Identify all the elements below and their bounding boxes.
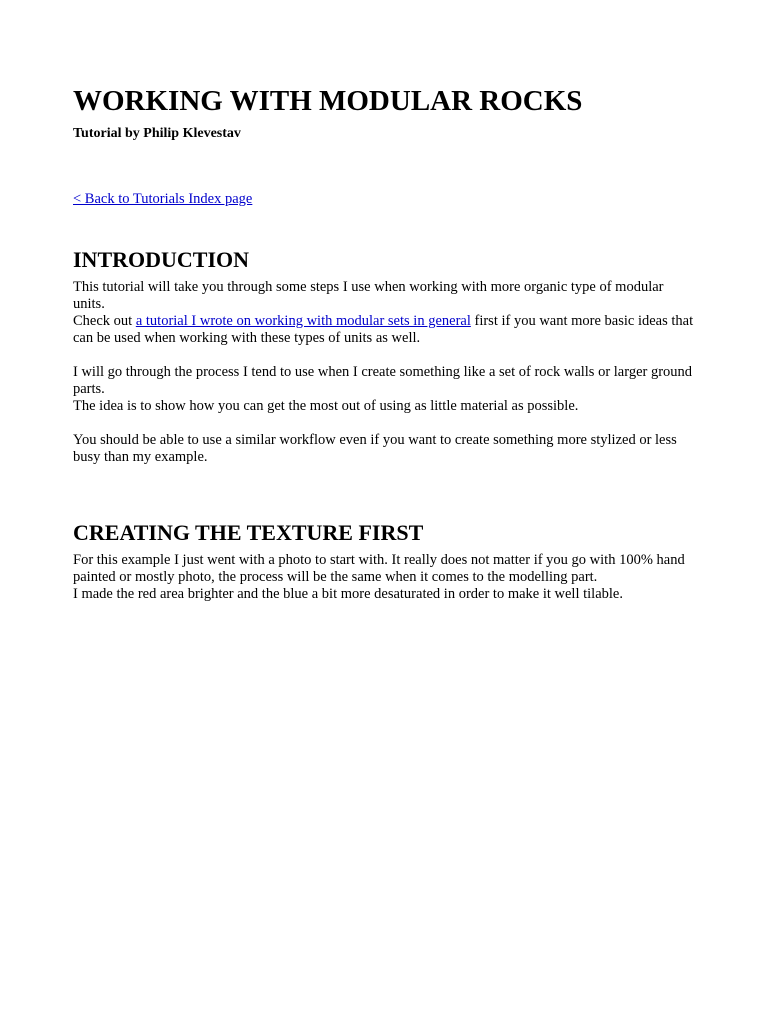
texture-paragraph-2: I made the red area brighter and the blue a bit more desaturated in order to make it well tilable. [73,586,623,602]
back-to-index-link[interactable]: < Back to Tutorials Index page [73,191,253,207]
texture-heading: CREATING THE TEXTURE FIRST [73,520,424,545]
intro-paragraph-2 [73,313,698,347]
spacer [73,347,698,364]
intro-paragraph-4: The idea is to show how you can get the most out of using as little material as possible. [73,398,579,414]
introduction-heading: INTRODUCTION [73,247,250,272]
spacer [73,415,698,432]
page-title: WORKING WITH MODULAR ROCKS [73,85,583,117]
intro-paragraph-3: I will go through the process I tend to use when I create something like a set of rock walls or larger ground parts. [73,364,693,397]
texture-paragraph-1: For this example I just went with a photo to start with. It really does not matter if you go with 100% hand painted or mostly photo, the process will be the same when it comes to the modelling part. [73,552,685,585]
intro-paragraph-1: This tutorial will take you through some steps I use when working with more organic type of modular units. [73,279,664,312]
intro-paragraph-5: You should be able to use a similar workflow even if you want to create something more stylized or less busy than my example. [73,432,677,465]
intro-p2-before: Check out [73,313,136,329]
modular-sets-tutorial-link[interactable]: a tutorial I wrote on working with modular sets in general [135,313,471,329]
texture-section [73,552,698,603]
author-byline: Tutorial by Philip Klevestav [73,126,241,141]
intro-p2-after: first if you want more basic ideas that can be used when working with these types of units as well. [73,313,694,346]
introduction-section [73,279,698,466]
